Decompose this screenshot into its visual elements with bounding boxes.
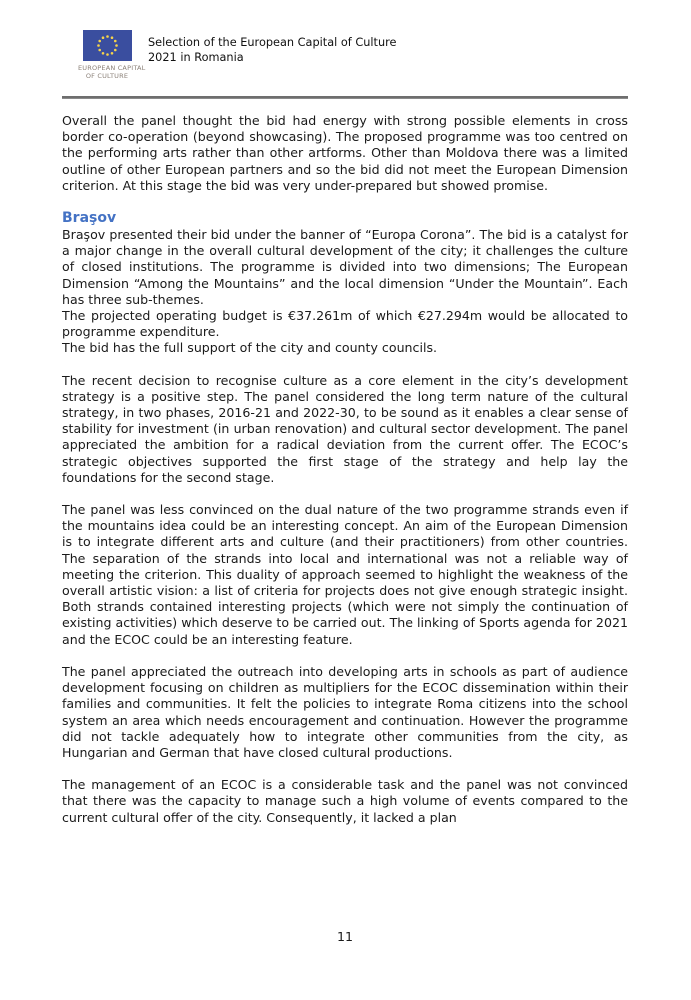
paragraph-management-capacity: The management of an ECOC is a considerable task and the panel was not convinced that there was the capacity to manage such a high volume of events compared to the current cultural offer of the city. Consequently, it lacked a plan — [62, 777, 628, 825]
logo-caption — [78, 64, 146, 80]
page-header — [0, 0, 691, 80]
document-title — [148, 30, 396, 65]
page-number: 11 — [336, 929, 354, 944]
paragraph-brasov-bid: Braşov presented their bid under the banner of “Europa Corona”. The bid is a catalyst for a major change in the overall cultural development of the city; it challenges the culture of closed institutions. The programme is divided into two dimensions; The European Dimension “Among the Mountains” and the local dimension “Under the Mountain”. Each has three sub-themes. — [62, 227, 628, 307]
section-heading-brasov: Braşov — [62, 210, 117, 227]
paragraph-outreach-schools: The panel appreciated the outreach into developing arts in schools as part of audience development focusing on children as multipliers for the ECOC dissemination within their families and communities. It felt the policies to integrate Roma citizens into the school system an area which needs encouragement and continuation. However the programme did not tackle adequately how to integrate other communities from the city, as Hungarian and German that have closed cultural productions. — [62, 663, 628, 760]
header-divider — [62, 96, 628, 99]
document-title-line2: 2021 in Romania — [148, 50, 244, 64]
paragraph-cultural-strategy: The recent decision to recognise culture as a core element in the city’s development strategy is a positive step. The panel considered the long term nature of the cultural strategy, in two phases, 2016-21 and 2022-30, to be sound as it enables a clear sense of stability for investment (in urban renovation) and cultural sector development. The panel appreciated the ambition for a radical deviation from the current offer. The ECOC’s strategic objectives supported the first stage of the strategy and help lay the foundations for the second stage. — [62, 372, 628, 485]
paragraph-brasov-support: The bid has the full support of the city and county councils. — [62, 340, 438, 356]
logo-caption-line1: EUROPEAN CAPITAL — [78, 64, 146, 72]
paragraph-overall-assessment: Overall the panel thought the bid had energy with strong possible elements in cross border co-operation (beyond showcasing). The proposed programme was too centred on the performing arts rather than other artforms. Other than Moldova there was a limited outline of other European partners and so the bid did not meet the European Dimension criterion. At this stage the bid was very under-prepared but showed promise. — [62, 113, 628, 193]
eu-flag-icon — [83, 30, 132, 61]
document-body — [62, 113, 628, 826]
paragraph-brasov-budget: The projected operating budget is €37.261m of which €27.294m would be allocated to programme expenditure. — [62, 308, 628, 340]
logo-caption-line2: OF CULTURE — [85, 72, 129, 80]
ecoc-logo — [78, 30, 146, 80]
document-title-line1: Selection of the European Capital of Culture — [148, 36, 397, 49]
paragraph-programme-strands: The panel was less convinced on the dual nature of the two programme strands even if the mountains idea could be an interesting concept. An aim of the European Dimension is to integrate different arts and culture (and their practitioners) from other countries. The separation of the strands into local and international was not a reliable way of meeting the criterion. This duality of approach seemed to highlight the weakness of the overall artistic vision: a list of criteria for projects does not give enough strategic insight. Both strands contained interesting projects (which were not simply the continuation of existing activities) which deserve to be carried out. The linking of Sports agenda for 2021 and the ECOC could be an interesting feature. — [62, 502, 628, 647]
